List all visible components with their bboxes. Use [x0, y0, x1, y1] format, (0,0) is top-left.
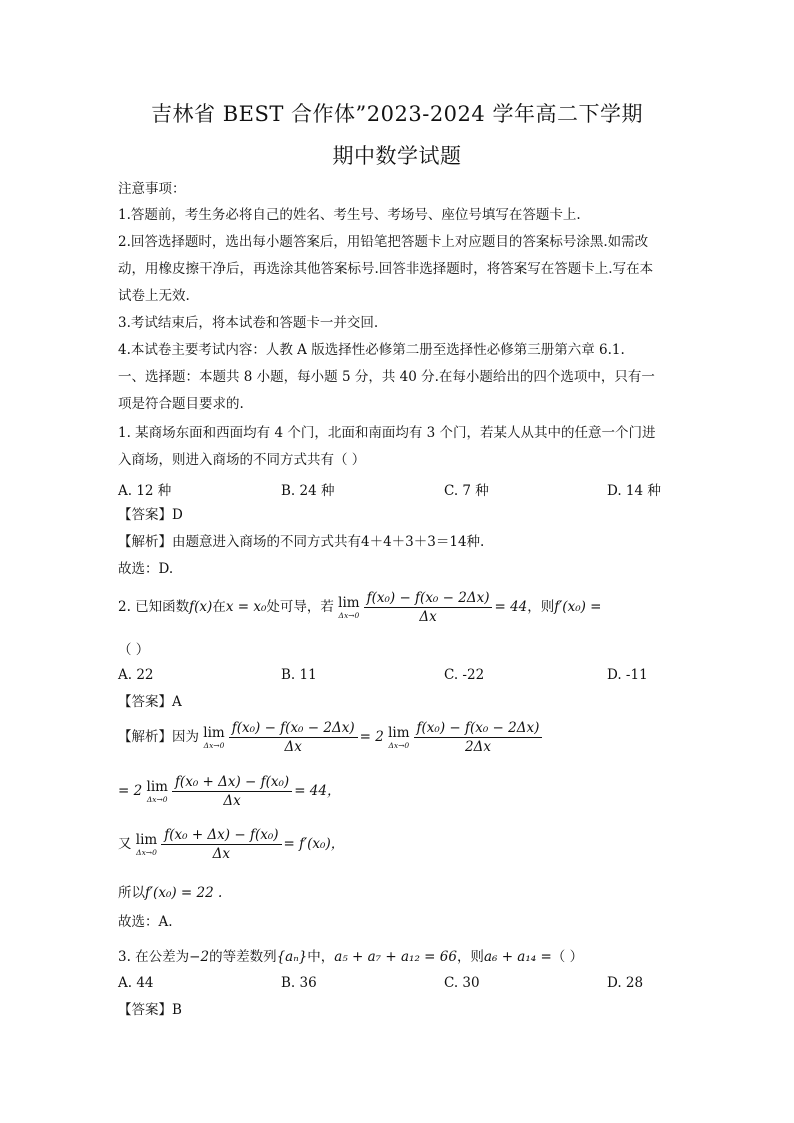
- q1-option-a: A. 12 种: [118, 483, 172, 499]
- q2-analysis-line2: [118, 774, 340, 809]
- q2-option-c: C. -22: [444, 667, 485, 683]
- q3-stem-pre: 3. 在公差为: [118, 949, 190, 965]
- q2-analysis-line3: [118, 827, 344, 862]
- q1-answer: 【答案】D: [118, 507, 183, 523]
- q2-lim-b: [388, 725, 409, 750]
- lim-text: lim: [388, 725, 410, 741]
- q2-cond: x = x₀: [225, 599, 267, 615]
- frac-num: f(x₀ + Δx) − f(x₀): [172, 774, 292, 792]
- q2-analysis-label: 【解析】: [118, 729, 172, 745]
- q2-fraction-a: [229, 720, 358, 755]
- q1-option-b: B. 24 种: [281, 483, 335, 499]
- q2-eq-two: = 2: [359, 729, 384, 745]
- q2-so-val: f′(x₀) = 22 .: [145, 885, 223, 901]
- frac-den: Δx: [223, 793, 241, 809]
- q1-stem-a: 1. 某商场东面和西面均有 4 个门，北面和南面均有 3 个门，若某人从其中的任意一个门进: [118, 425, 656, 441]
- frac-den: 2Δx: [464, 739, 491, 755]
- q1-analysis: [118, 533, 678, 551]
- q2-fx: f(x): [189, 599, 213, 615]
- q2-options: [118, 667, 678, 685]
- q2-fprime: f′(x₀) =: [554, 599, 602, 615]
- lim-text: lim: [146, 779, 168, 795]
- q2-tail44: = 44，: [294, 783, 341, 799]
- q2-again: 又: [118, 836, 132, 852]
- q2-option-b: B. 11: [281, 667, 317, 683]
- q2-stem-mid2: 处可导，若: [266, 599, 334, 615]
- q1-option-d: D. 14 种: [607, 483, 661, 499]
- lim-sub: Δx→0: [203, 741, 225, 750]
- q2-numerator: f(x₀) − f(x₀ − 2Δx): [364, 590, 493, 608]
- q2-fraction-d: [161, 827, 281, 862]
- q2-so: [118, 881, 222, 901]
- q3-ask: a₆ + a₁₄ =: [483, 949, 552, 965]
- note-2c: 试卷上无效.: [118, 288, 190, 304]
- q2-stem-then: ，则: [527, 599, 555, 615]
- notes-heading: 注意事项：: [118, 181, 186, 197]
- q3-seq: {aₙ}: [276, 949, 308, 965]
- q3-option-c: C. 30: [444, 975, 480, 991]
- exam-title-line2: 期中数学试题: [332, 144, 462, 168]
- q2-conclusion: 故选：A.: [118, 914, 173, 930]
- q2-because: 因为: [172, 729, 199, 745]
- note-4: 4.本试卷主要考试内容：人教 A 版选择性必修第二册至选择性必修第三册第六章 6.1.: [118, 342, 625, 358]
- q3-paren: （ ）: [551, 949, 584, 965]
- frac-num: f(x₀ + Δx) − f(x₀): [161, 827, 281, 845]
- q1-analysis-label: 【解析】: [118, 534, 172, 550]
- q2-fraction-b: [414, 720, 543, 755]
- q2-paren: （ ）: [118, 642, 150, 658]
- q2-lim: [338, 595, 359, 620]
- q1-stem-b: 入商场，则进入商场的不同方式共有（ ）: [118, 452, 366, 468]
- q2-analysis-line1: [118, 720, 544, 755]
- q3-option-d: D. 28: [607, 975, 644, 991]
- q1-conclusion: 故选：D.: [118, 561, 174, 577]
- note-2b: 动，用橡皮擦干净后，再选涂其他答案标号.回答非选择题时，将答案写在答题卡上.写在本: [118, 261, 654, 277]
- q2-fraction: [364, 590, 493, 625]
- q2-option-a: A. 22: [118, 667, 154, 683]
- frac-den: Δx: [212, 846, 231, 862]
- lim-sub: Δx→0: [146, 795, 168, 804]
- q2-so-label: 所以: [118, 885, 145, 901]
- q3-stem-mid2: 中，: [307, 949, 335, 965]
- q2-stem-pre: 2. 已知函数: [118, 599, 190, 615]
- q2-eq44: = 44: [494, 599, 528, 615]
- q2-stem-mid: 在: [212, 599, 226, 615]
- lim-sub: Δx→0: [136, 848, 157, 857]
- q1-option-c: C. 7 种: [444, 483, 489, 499]
- q2-denominator: Δx: [419, 609, 437, 625]
- q2-answer: 【答案】A: [118, 694, 182, 710]
- lim-text: lim: [338, 595, 360, 611]
- q2-lim-a: [203, 725, 224, 750]
- note-2a: 2.回答选择题时，选出每小题答案后，用铅笔把答题卡上对应题目的答案标号涂黑.如需改: [118, 234, 649, 250]
- note-1: 1.答题前，考生务必将自己的姓名、考生号、考场号、座位号填写在答题卡上.: [118, 207, 581, 223]
- q3-answer: 【答案】B: [118, 1002, 182, 1018]
- exam-title-line1: 吉林省 BEST 合作体”2023-2024 学年高二下学期: [151, 102, 643, 126]
- q1-options: [118, 479, 678, 497]
- frac-num: f(x₀) − f(x₀ − 2Δx): [229, 720, 358, 738]
- q1-analysis-text: 由题意进入商场的不同方式共有4＋4＋3＋3＝14种.: [172, 534, 485, 550]
- q2-option-d: D. -11: [607, 667, 648, 683]
- q2-tail-fp: = f′(x₀)，: [283, 836, 345, 852]
- q3-cond: a₅ + a₇ + a₁₂ = 66: [334, 949, 457, 965]
- q2-fraction-c: [172, 774, 292, 809]
- q2-stem: [118, 590, 601, 625]
- lim-sub: Δx→0: [338, 611, 360, 620]
- note-3: 3.考试结束后，将本试卷和答题卡一并交回.: [118, 315, 379, 331]
- q3-stem-then: ，则: [456, 949, 484, 965]
- q3-stem-mid: 的等差数列: [209, 949, 277, 965]
- q3-option-b: B. 36: [281, 975, 317, 991]
- lim-text: lim: [203, 725, 225, 741]
- q2-lim-d: [136, 832, 157, 857]
- q2-eq-two-2: = 2: [118, 783, 143, 799]
- q3-d: −2: [189, 949, 210, 965]
- q3-stem: [118, 945, 583, 965]
- q3-options: [118, 975, 678, 993]
- frac-den: Δx: [284, 739, 302, 755]
- q2-lim-c: [147, 779, 168, 804]
- q3-option-a: A. 44: [118, 975, 154, 991]
- section-heading-b: 项是符合题目要求的.: [118, 396, 244, 412]
- lim-sub: Δx→0: [388, 741, 410, 750]
- section-heading-a: 一、选择题：本题共 8 小题，每小题 5 分，共 40 分.在每小题给出的四个选项中，只有一: [118, 369, 655, 385]
- frac-num: f(x₀) − f(x₀ − 2Δx): [414, 720, 543, 738]
- lim-text: lim: [135, 832, 158, 848]
